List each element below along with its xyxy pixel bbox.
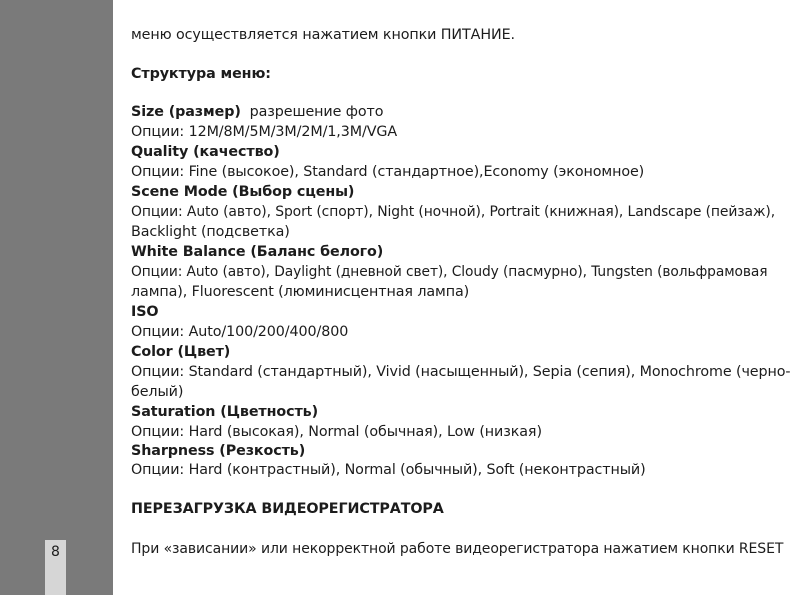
section-title: Quality (качество): [131, 144, 280, 160]
section-title-suffix: разрешение фото: [249, 104, 384, 120]
page-sidebar: [0, 0, 113, 595]
section-title: Saturation (Цветность): [131, 404, 319, 420]
section-options: Опции: Hard (контрастный), Normal (обычный), Soft (неконтрастный): [131, 462, 646, 478]
section-title: Sharpness (Резкость): [131, 443, 306, 459]
intro-line: меню осуществляется нажатием кнопки ПИТАНИЕ.: [131, 27, 515, 43]
page-number-tab: [45, 540, 66, 595]
section-title: White Balance (Баланс белого): [131, 244, 384, 260]
section-title: Size (размер): [131, 104, 241, 120]
section-options: Опции: Auto (авто), Daylight (дневной свет), Cloudy (пасмурно), Tungsten (вольфрамовая: [131, 264, 768, 280]
section-options-continued: лампа), Fluorescent (люминисцентная лампа): [131, 284, 470, 300]
section-title: Scene Mode (Выбор сцены): [131, 184, 355, 200]
section-options: Опции: Fine (высокое), Standard (стандартное),Economy (экономное): [131, 164, 645, 180]
section-options: Опции: Auto/100/200/400/800: [131, 324, 349, 340]
menu-structure-heading: Структура меню:: [131, 66, 271, 82]
section-options: Опции: Standard (стандартный), Vivid (насыщенный), Sepia (сепия), Monochrome (черно-: [131, 364, 791, 380]
section-options: Опции: Auto (авто), Sport (спорт), Night (ночной), Portrait (книжная), Landscape (пейзаж),: [131, 204, 776, 220]
section-options: Опции: Hard (высокая), Normal (обычная), Low (низкая): [131, 424, 542, 440]
section-options: Опции: 12M/8M/5M/3M/2M/1,3M/VGA: [131, 124, 398, 140]
section-title: Color (Цвет): [131, 344, 231, 360]
page-number: 8: [51, 544, 60, 560]
section-size: [131, 102, 383, 122]
reset-heading: ПЕРЕЗАГРУЗКА ВИДЕОРЕГИСТРАТОРА: [131, 501, 444, 517]
section-options-continued: белый): [131, 384, 184, 400]
section-title: ISO: [131, 304, 159, 320]
reset-text: При «зависании» или некорректной работе видеорегистратора нажатием кнопки RESET: [131, 541, 784, 557]
section-options-continued: Backlight (подсветка): [131, 224, 290, 240]
